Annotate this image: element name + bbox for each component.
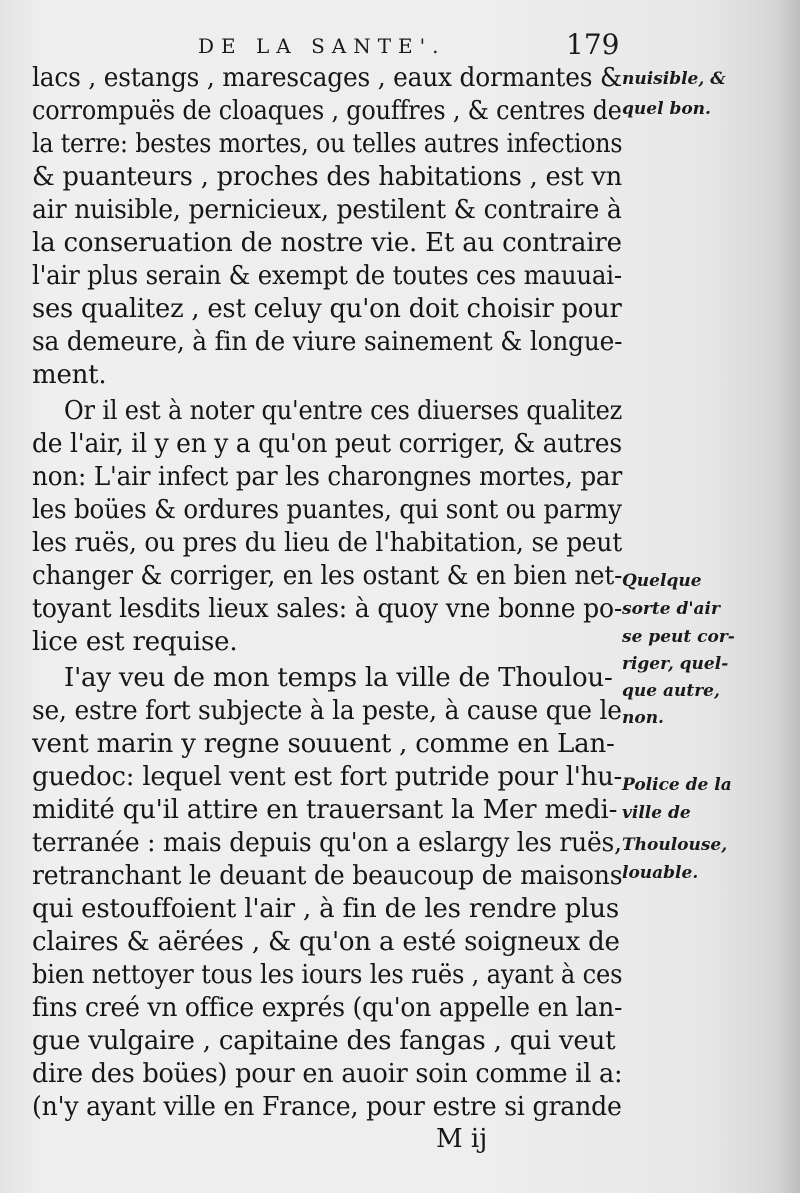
text-line: & puanteurs , proches des habitations , est vn (32, 162, 622, 192)
text-line: fins creé vn office exprés (qu'on appelle en lan- (32, 993, 623, 1023)
margin-note: non. (622, 708, 664, 728)
text-line: non: L'air infect par les charongnes mortes, par (32, 462, 623, 492)
text-line: l'air plus serain & exempt de toutes ces mauuai- (32, 261, 622, 291)
text-line: la conseruation de nostre vie. Et au contraire (32, 228, 622, 258)
page-footer (0, 1120, 800, 1160)
text-line: air nuisible, pernicieux, pestilent & contraire à (32, 195, 622, 225)
text-line: retranchant le deuant de beaucoup de maisons (32, 861, 623, 891)
text-line: corrompuës de cloaques , gouffres , & centres de (32, 96, 622, 126)
text-line: la terre: bestes mortes, ou telles autres infections (32, 129, 623, 159)
page-number: 179 (566, 28, 620, 61)
text-line: les boües & ordures puantes, qui sont ou parmy (32, 495, 622, 525)
text-line: claires & aërées , & qu'on a esté soigneux de (32, 927, 620, 957)
text-line: bien nettoyer tous les iours les ruës , ayant à ces (32, 960, 623, 990)
text-line: I'ay veu de mon temps la ville de Thoulou- (64, 663, 613, 693)
text-line: dire des boües) pour en auoir soin comme il a: (32, 1059, 623, 1089)
text-line: vent marin y regne souuent , comme en Lan- (32, 729, 615, 759)
running-header (0, 26, 800, 66)
text-line: guedoc: lequel vent est fort putride pour l'hu- (32, 762, 623, 792)
margin-note: Police de la (622, 775, 732, 795)
text-line: ses qualitez , est celuy qu'on doit choisir pour (32, 294, 622, 324)
signature-mark: M ij (436, 1124, 488, 1154)
margin-note: Quelque (622, 571, 702, 591)
text-line: terranée : mais depuis qu'on a eslargy les ruës, (32, 828, 622, 858)
text-line: lacs , estangs , marescages , eaux dormantes & (32, 63, 622, 93)
text-line: midité qu'il attire en trauersant la Mer medi- (32, 795, 618, 825)
margin-note: quel bon. (622, 99, 711, 119)
margin-note: que autre, (622, 681, 720, 701)
margin-note: nuisible, & (622, 69, 726, 89)
margin-note: Thoulouse, (622, 835, 728, 855)
text-line: gue vulgaire , capitaine des fangas , qui veut (32, 1026, 616, 1056)
text-line: les ruës, ou pres du lieu de l'habitation, se peut (32, 528, 622, 558)
margin-note: se peut cor- (622, 627, 735, 647)
text-line: sa demeure, à fin de viure sainement & longue- (32, 327, 623, 357)
running-title: DE LA SANTE'. (198, 34, 446, 58)
text-line: toyant lesdits lieux sales: à quoy vne bonne po- (32, 594, 623, 624)
text-line: changer & corriger, en les ostant & en bien net- (32, 561, 623, 591)
text-line: qui estouffoient l'air , à fin de les rendre plus (32, 894, 619, 924)
text-line: Or il est à noter qu'entre ces diuerses qualitez (64, 396, 623, 426)
margin-note: sorte d'air (622, 599, 720, 619)
margin-note: louable. (622, 863, 699, 883)
text-line: lice est requise. (32, 627, 238, 657)
text-line: se, estre fort subjecte à la peste, à cause que le (32, 696, 622, 726)
margin-note: riger, quel- (622, 654, 729, 674)
margin-note: ville de (622, 803, 691, 823)
text-line: ment. (32, 360, 107, 390)
text-line: (n'y ayant ville en France, pour estre si grande (32, 1092, 622, 1122)
text-line: de l'air, il y en y a qu'on peut corriger, & autres (32, 429, 622, 459)
